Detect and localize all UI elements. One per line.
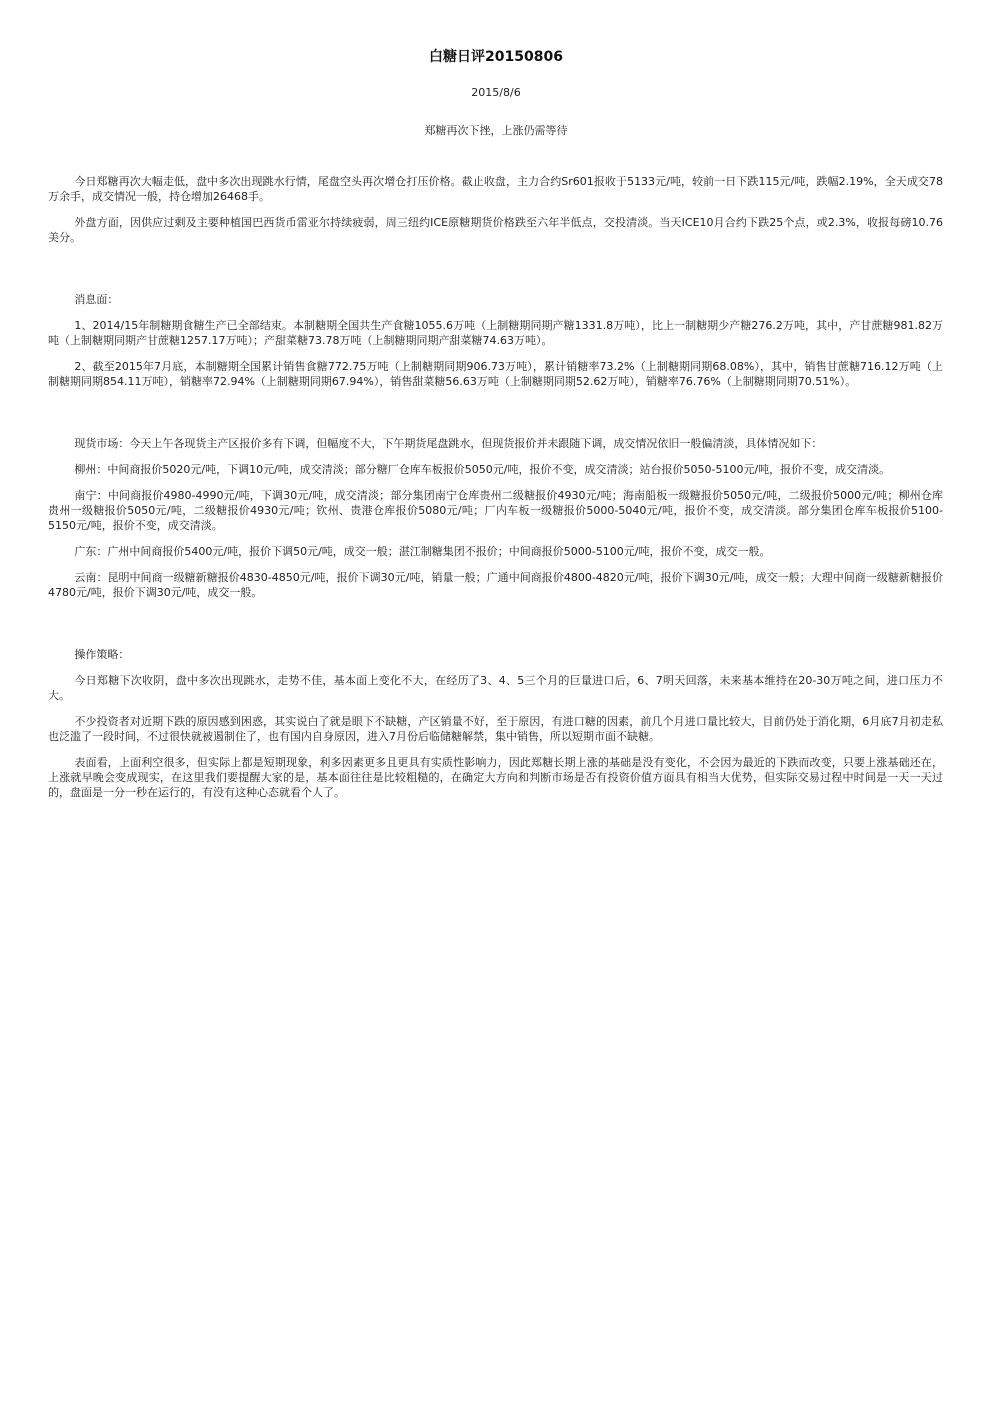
spot-market-intro: 现货市场：今天上午各现货主产区报价多有下调，但幅度不大，下午期货尾盘跳水，但现货报价并未跟随下调，成交情况依旧一般偏清淡，具体情况如下： [74,437,823,450]
section-gap [48,256,943,292]
document-date: 2015/8/6 [471,86,521,99]
strategy-paragraph: 不少投资者对近期下跌的原因感到困惑，其实说白了就是眼下不缺糖，产区销量不好，至于原因，有进口糖的因素，前几个月进口量比较大，目前仍处于消化期，6月底7月初走私也泛滥了一段时间，不过很快就被遏制住了，也有国内自身原因，进入7月份后临储糖解禁，集中销售，所以短期市面不缺糖。 [48,715,943,743]
document-subtitle: 郑糖再次下挫，上涨仍需等待 [424,124,568,137]
document-body [48,174,943,811]
strategy-paragraph: 表面看，上面利空很多，但实际上都是短期现象，利多因素更多且更具有实质性影响力，因此郑糖长期上涨的基础是没有变化，不会因为最近的下跌而改变，只要上涨基础还在，上涨就早晚会变成现实，在这里我们要提醒大家的是，基本面往往是比较粗糙的，在确定大方向和判断市场是否有投资价值方面具有相当大优势，但实际交易过程中时间是一天一天过的，盘面是一分一秒在运行的，有没有这种心态就看个人了。 [48,756,943,799]
market-summary-paragraph: 今日郑糖再次大幅走低，盘中多次出现跳水行情，尾盘空头再次增仓打压价格。截止收盘，主力合约Sr601报收于5133元/吨，较前一日下跌115元/吨，跌幅2.19%，全天成交78万余手，成交情况一般，持仓增加26468手。 [48,175,943,203]
strategy-paragraph: 今日郑糖下次收阴，盘中多次出现跳水，走势不佳，基本面上变化不大，在经历了3、4、5三个月的巨量进口后，6、7明天回落，未来基本维持在20-30万吨之间，进口压力不大。 [48,674,943,702]
section-gap [48,611,943,647]
spot-region-liuzhou: 柳州：中间商报价5020元/吨，下调10元/吨，成交清淡；部分糖厂仓库车板报价5050元/吨，报价不变，成交清淡；站台报价5050-5100元/吨，报价不变，成交清淡。 [74,463,891,476]
spot-region-guangdong: 广东：广州中间商报价5400元/吨，报价下调50元/吨，成交一般；湛江制糖集团不报价；中间商报价5000-5100元/吨，报价不变，成交一般。 [74,545,771,558]
strategy-heading: 操作策略： [74,648,130,661]
document-title: 白糖日评20150806 [429,49,563,65]
news-item: 1、2014/15年制糖期食糖生产已全部结束。本制糖期全国共生产食糖1055.6万吨（上制糖期同期产糖1331.8万吨），比上一制糖期少产糖276.2万吨，其中，产甘蔗糖981.82万吨（上制糖期同期产甘蔗糖1257.17万吨）；产甜菜糖73.78万吨（上制糖期同期产甜菜糖74.63万吨）。 [48,319,943,347]
spot-region-nanning: 南宁：中间商报价4980-4990元/吨，下调30元/吨，成交清淡；部分集团南宁仓库贵州二级糖报价4930元/吨；海南船板一级糖报价5050元/吨，二级报价5000元/吨；柳州仓库贵州一级糖报价5050元/吨，二级糖报价4930元/吨；钦州、贵港仓库报价5080元/吨；厂内车板一级糖报价5000-5040元/吨，报价不变，成交清淡。部分集团仓库车板报价5100-5150元/吨，报价不变，成交清淡。 [48,489,943,532]
news-item: 2、截至2015年7月底，本制糖期全国累计销售食糖772.75万吨（上制糖期同期906.73万吨），累计销糖率73.2%（上制糖期同期68.08%），其中，销售甘蔗糖716.12万吨（上制糖期同期854.11万吨），销糖率72.94%（上制糖期同期67.94%），销售甜菜糖56.63万吨（上制糖期同期52.62万吨），销糖率76.76%（上制糖期同期70.51%）。 [48,360,943,388]
external-market-paragraph: 外盘方面，因供应过剩及主要种植国巴西货币雷亚尔持续疲弱，周三纽约ICE原糖期货价格跌至六年半低点，交投清淡。当天ICE10月合约下跌25个点，或2.3%，收报每磅10.76美分。 [48,216,943,244]
section-gap [48,400,943,436]
news-heading: 消息面： [74,293,119,306]
spot-region-yunnan: 云南：昆明中间商一级糖新糖报价4830-4850元/吨，报价下调30元/吨，销量一般；广通中间商报价4800-4820元/吨，报价下调30元/吨，成交一般；大理中间商一级糖新糖报价4780元/吨，报价下调30元/吨，成交一般。 [48,571,943,599]
